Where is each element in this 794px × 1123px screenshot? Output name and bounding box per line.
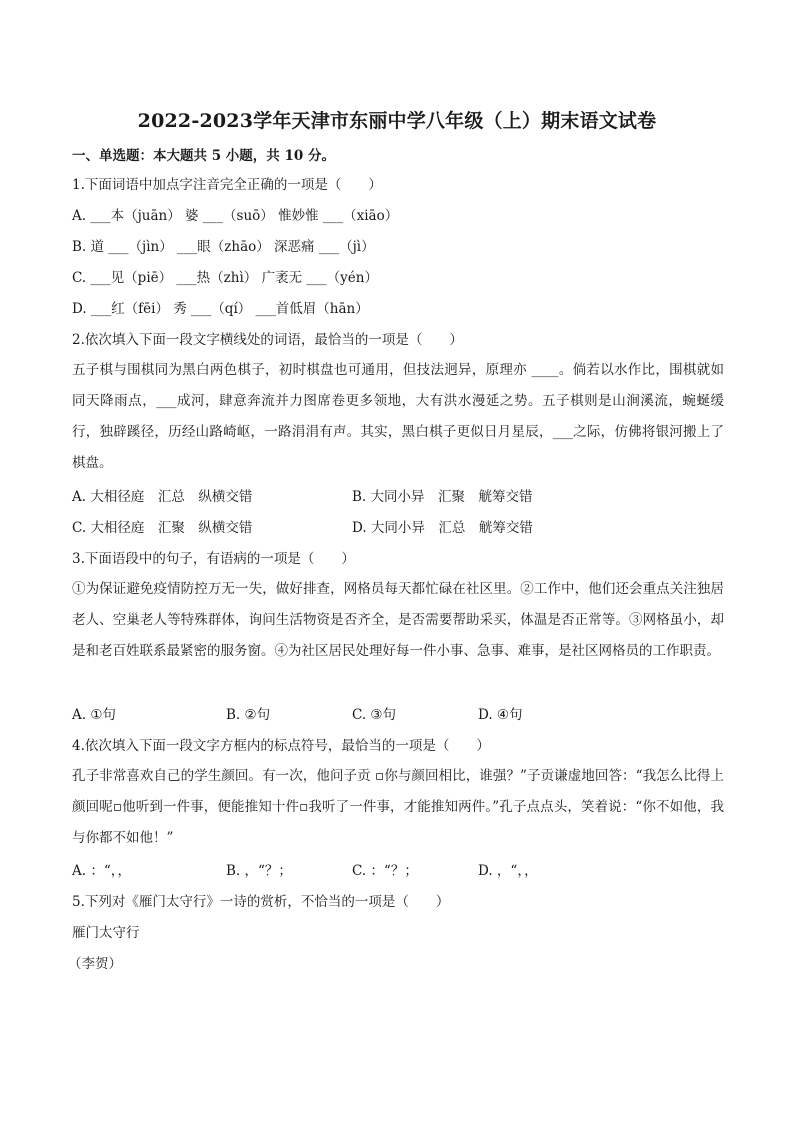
q3-option-d: D. ④句 — [478, 707, 523, 723]
q3-passage: ①为保证避免疫情防控万无一失，做好排查，网格员每天都忙碌在社区里。②工作中，他们还会重点关注独居老人、空巢老人等特殊群体，询问生活物资是否齐全，是否需要帮助采买，体温是否正常等。③网格虽小，却是和老百姓联系最紧密的服务窗。④为社区居民处理好每一件小事、急事、难事，是社区网格员的工作职责。 — [72, 581, 724, 659]
q2-option-d: D. 大同小异 汇总 觥筹交错 — [352, 520, 533, 536]
q3-option-a: A. ①句 — [72, 707, 116, 723]
q2-passage: 五子棋与围棋同为黑白两色棋子，初时棋盘也可通用，但技法迥异，原理亦 ____。倘若以水作比，围棋就如同天降雨点，___成河，肆意奔流并力图席卷更多领地，大有洪水漫延之势。五子棋则是山涧溪流，蜿蜒缓行，独辟蹊径，历经山路崎岖，一路涓涓有声。其实，黑白棋子更似日月星辰，___之际，仿佛将银河搬上了棋盘。 — [72, 362, 724, 471]
section-heading: 一、单选题：本大题共 5 小题，共 10 分。 — [72, 148, 335, 164]
page-title: 2022-2023学年天津市东丽中学八年级（上）期末语文试卷 — [137, 110, 657, 132]
q1-option-b: B. 道 ___（jìn） ___眼（zhāo） 深恶痛 ___（jì） — [72, 239, 375, 255]
q1-stem: 1.下面词语中加点字注音完全正确的一项是（ ） — [72, 177, 382, 193]
q5-author: （李贺） — [68, 956, 122, 972]
q4-option-c: C. ：“？； — [352, 863, 418, 879]
q4-option-d: D. ，“，， — [478, 863, 538, 879]
q4-passage: 孔子非常喜欢自己的学生颜回。有一次，他问子贡 ▫你与颜回相比，谁强？”子贡谦虚地回答：“我怎么比得上颜回呢▫他听到一件事，便能推知十件▫我听了一件事，才能推知两件。”孔子点点头，笑着说：“你不如他，我与你都不如他！” — [72, 768, 724, 846]
q5-stem: 5.下列对《雁门太守行》一诗的赏析，不恰当的一项是（ ） — [72, 894, 450, 910]
q3-stem: 3.下面语段中的句子，有语病的一项是（ ） — [72, 551, 355, 567]
q2-option-b: B. 大同小异 汇聚 觥筹交错 — [352, 489, 533, 505]
q3-option-c: C. ③句 — [352, 707, 397, 723]
q1-option-d: D. ___红（fēi） 秀 ___（qí） ___首低眉（hān） — [72, 301, 369, 317]
q1-option-c: C. ___见（piē） ___热（zhì） 广袤无 ___（yén） — [72, 270, 378, 286]
q4-stem: 4.依次填入下面一段文字方框内的标点符号，最恰当的一项是（ ） — [72, 738, 490, 754]
q4-option-a: A. ：“，， — [72, 863, 131, 879]
q5-poem-title: 雁门太守行 — [72, 925, 140, 941]
q4-option-b: B. ，“？； — [226, 863, 292, 879]
q2-stem: 2.依次填入下面一段文字横线处的词语，最恰当的一项是（ ） — [72, 332, 463, 348]
q2-option-c: C. 大相径庭 汇聚 纵横交错 — [72, 520, 253, 536]
q1-option-a: A. ___本（juān） 婆 ___（suō） 惟妙惟 ___（xiāo） — [72, 208, 399, 224]
q2-option-a: A. 大相径庭 汇总 纵横交错 — [72, 489, 253, 505]
q3-option-b: B. ②句 — [226, 707, 271, 723]
